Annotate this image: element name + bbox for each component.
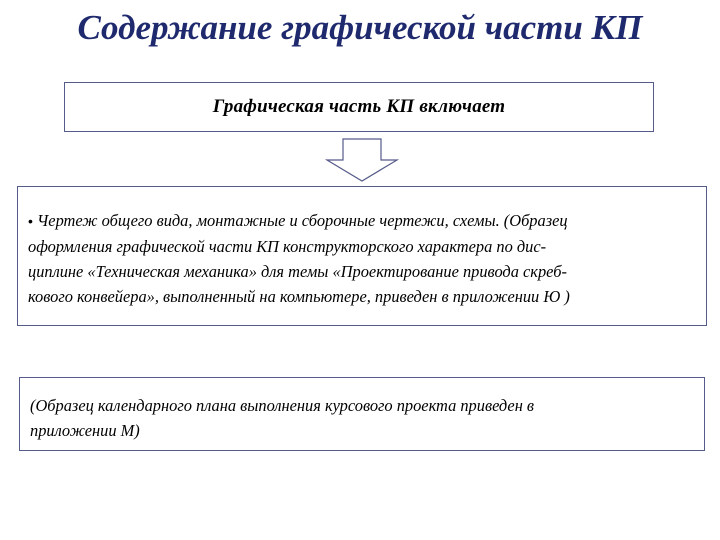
content-line-2: оформления графической части КП конструкторского характера по дис- [28,237,547,256]
content-line-3: циплине «Техническая механика» для темы «Проектирование привода скреб- [28,262,567,281]
header-box [64,82,654,132]
content-line-4: кового конвейера», выполненный на компьютере, приведен в приложении Ю ) [28,287,570,306]
down-arrow-icon [325,138,399,182]
content-box [17,186,707,326]
note-line-2: приложении М) [30,421,140,440]
note-line-1: (Образец календарного плана выполнения курсового проекта приведен в [30,396,535,415]
note-paragraph [30,393,694,443]
slide-title: Содержание графической части КП [77,8,643,47]
note-box [19,377,705,451]
bullet-marker: • [28,213,33,229]
header-box-text: Графическая часть КП включает [212,96,506,117]
content-line-1: Чертеж общего вида, монтажные и сборочные чертежи, схемы. (Образец [37,211,568,230]
content-paragraph [28,208,696,309]
